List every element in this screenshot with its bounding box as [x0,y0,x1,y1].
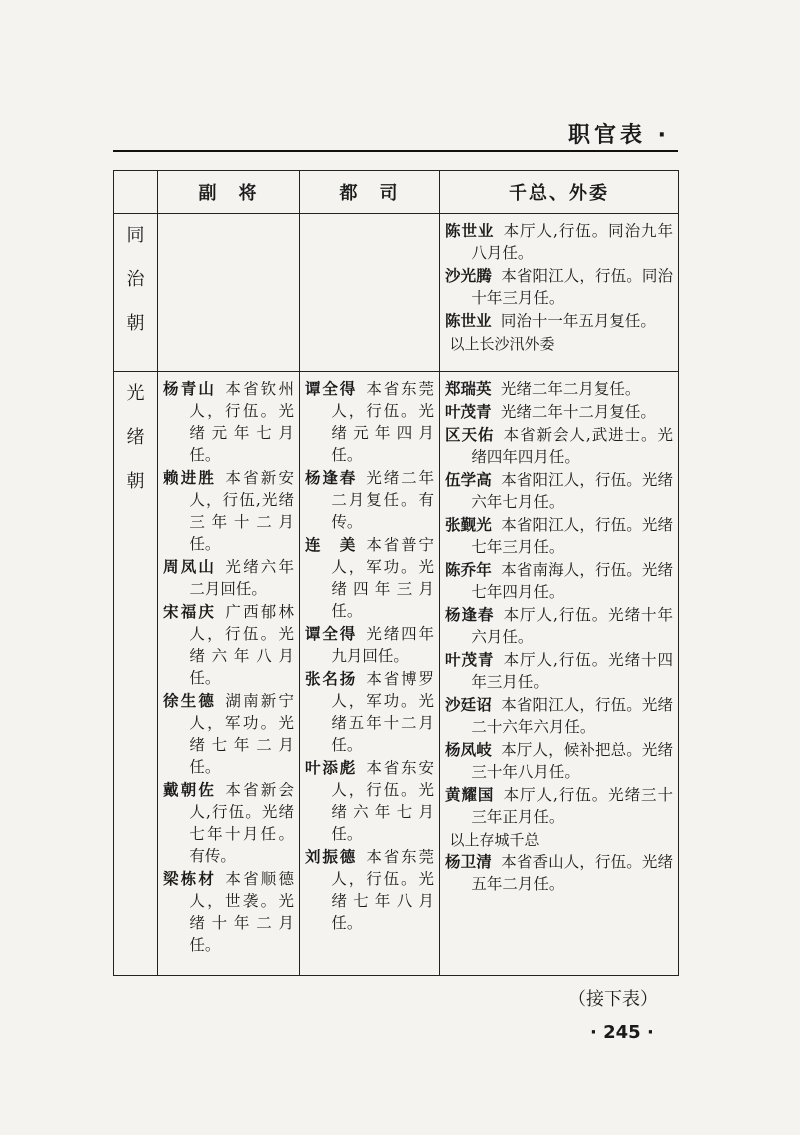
era-char: 光 [126,383,145,404]
official-record: 本省钦州人，行伍。光绪元年七月任。 [189,380,294,464]
official-record: 本省阳江人，行伍。光绪七年三月任。 [471,516,673,556]
official-record: 本省顺德人，世袭。光绪十年二月任。 [189,870,294,954]
official-name: 杨逢春 [445,606,495,624]
official-name: 赖进胜 [163,469,217,487]
col-header-qianzong: 千总、外委 [440,171,679,214]
col-header-fujiang: 副 将 [158,171,300,214]
official-entry [163,378,294,466]
header-rule [113,150,678,152]
official-record: 本省阳江人，行伍。光绪六年七月任。 [471,471,673,511]
official-name: 叶茂青 [445,651,495,669]
section-note: 以上存城千总 [449,831,540,849]
era-char: 治 [126,269,145,290]
official-entry [305,623,434,667]
official-entry [445,401,673,423]
official-record: 本省东莞人，行伍。光绪七年八月任。 [331,848,434,932]
official-record: 本省香山人，行伍。光绪五年二月任。 [471,853,673,893]
col-header-dusi: 都 司 [300,171,440,214]
official-entry [445,310,673,332]
official-record: 同治十一年五月复任。 [500,312,656,330]
official-entry [305,467,434,533]
official-record: 本厅人,行伍。同治九年八月任。 [471,222,673,262]
official-name: 陈乔年 [445,561,492,579]
official-entry [445,220,673,264]
official-record: 光绪二年二月复任。有传。 [331,469,434,531]
section-row-tongzhi [114,214,679,372]
official-name: 宋福庆 [163,603,217,621]
official-entry [163,868,294,956]
official-name: 沙廷诏 [445,696,492,714]
qianzong-cell [440,372,679,976]
official-record: 本省南海人，行伍。光绪七年四月任。 [471,561,673,601]
official-entry [445,739,673,783]
official-record: 广西郁林人，行伍。光绪六年八月任。 [189,603,294,687]
official-name: 刘振德 [305,848,358,866]
era-char: 朝 [126,471,145,492]
official-entry [445,604,673,648]
official-name: 沙光腾 [445,267,492,285]
era-char: 朝 [126,313,145,334]
era-char: 同 [126,225,145,246]
official-record: 本厅人,行伍。光绪十四年三月任。 [471,651,673,691]
section-note: 以上长沙汛外委 [449,335,555,353]
dusi-cell [300,214,440,372]
official-name: 叶茂青 [445,403,492,421]
official-name: 周凤山 [163,558,217,576]
official-record: 本省新安人，行伍,光绪三年十二月任。 [189,469,294,553]
official-name: 戴朝佐 [163,781,217,799]
official-record: 本省阳江人，行伍。同治十年三月任。 [471,267,673,307]
official-record: 本省新会人,武进士。光绪四年四月任。 [471,426,673,466]
official-record: 光绪六年二月回任。 [189,558,294,598]
official-entry [445,559,673,603]
col-header-era [114,171,158,214]
official-record: 本省东安人，行伍。光绪六年七月任。 [331,759,434,843]
official-entry [163,556,294,600]
official-entry [445,469,673,513]
official-record: 光绪二年十二月复任。 [500,403,656,421]
official-entry [445,514,673,558]
fujiang-cell [158,372,300,976]
official-name: 杨逢春 [305,469,358,487]
page-number: · 245 · [590,1022,654,1043]
official-entry [305,378,434,466]
official-entry [163,779,294,867]
official-entry [163,601,294,689]
official-entry [305,534,434,622]
official-entry [445,851,673,895]
official-name: 叶添彪 [305,759,358,777]
fujiang-cell [158,214,300,372]
official-entry [445,649,673,693]
official-name: 谭全得 [305,625,358,643]
official-name: 徐生德 [163,692,217,710]
official-entry [163,690,294,778]
official-entry [163,467,294,555]
official-name: 黄耀国 [445,786,495,804]
page-header [113,118,678,152]
official-name: 杨青山 [163,380,217,398]
official-name: 连 美 [305,536,358,554]
official-record: 本省新会人,行伍。光绪七年十月任。有传。 [189,781,294,865]
official-record: 本厅人，候补把总。光绪三十年八月任。 [471,741,673,781]
official-record: 光绪二年二月复任。 [500,380,641,398]
official-name: 梁栋材 [163,870,217,888]
official-record: 本省阳江人，行伍。光绪二十六年六月任。 [471,696,673,736]
dusi-cell [300,372,440,976]
official-entry [305,668,434,756]
official-name: 郑瑞英 [445,380,492,398]
era-cell [114,372,158,976]
continued-note: （接下表） [568,989,658,1010]
section-row-guangxu [114,372,679,976]
official-entry [445,784,673,828]
official-record: 光绪四年九月回任。 [331,625,434,665]
official-entry [445,378,673,400]
official-name: 谭全得 [305,380,358,398]
running-title: 职官表 · [567,123,670,148]
official-name: 区天佑 [445,426,495,444]
officials-table [113,170,679,976]
era-char: 绪 [126,427,145,448]
official-name: 杨凤岐 [445,741,492,759]
official-entry [445,424,673,468]
table-header-row [114,171,679,214]
official-entry [305,846,434,934]
official-record: 本省东莞人，行伍。光绪元年四月任。 [331,380,434,464]
official-record: 湖南新宁人，军功。光绪七年二月任。 [189,692,294,776]
official-name: 伍学高 [445,471,492,489]
official-entry [305,757,434,845]
official-name: 张觐光 [445,516,492,534]
qianzong-cell [440,214,679,372]
official-record: 本厅人,行伍。光绪十年六月任。 [471,606,673,646]
era-cell [114,214,158,372]
official-record: 本厅人,行伍。光绪三十三年正月任。 [471,786,673,826]
official-name: 陈世业 [445,222,495,240]
official-entry [445,265,673,309]
official-name: 张名扬 [305,670,358,688]
official-name: 杨卫清 [445,853,492,871]
official-record: 本省普宁人，军功。光绪四年三月任。 [331,536,434,620]
official-name: 陈世业 [445,312,492,330]
official-entry [445,694,673,738]
official-record: 本省博罗人，军功。光绪五年十二月任。 [331,670,434,754]
